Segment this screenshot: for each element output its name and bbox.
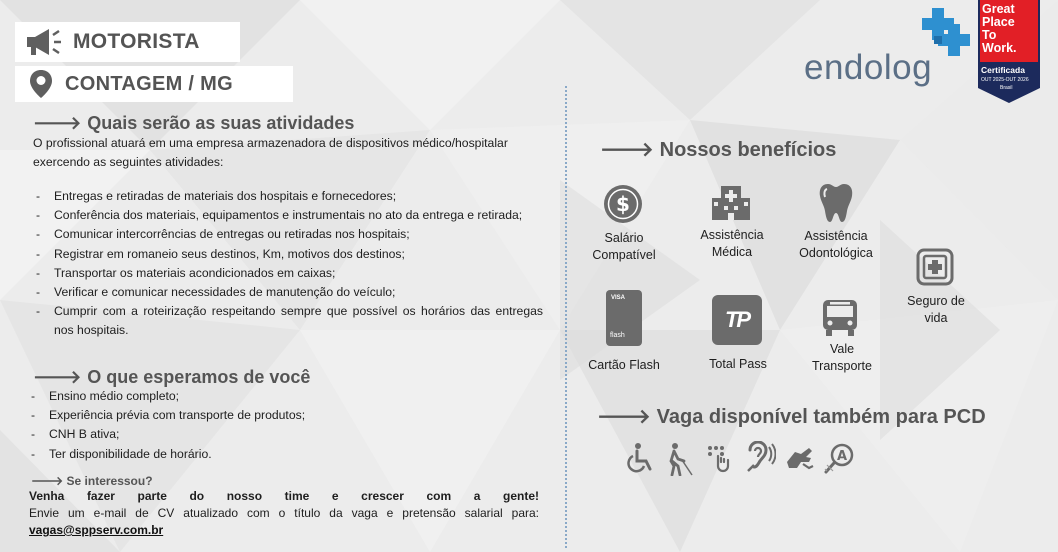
sign-language-icon	[785, 444, 817, 474]
list-item: - Conferência dos materiais, equipamentos e instrumentais no ato da entrega e retirada;	[33, 206, 543, 225]
blind-person-icon	[664, 442, 694, 476]
arrow-right-icon: 🡒	[33, 113, 82, 133]
contact-instruction: Envie um e-mail de CV atualizado com o título da vaga e pretensão salarial para:	[29, 506, 539, 520]
contact-heading: 🡒 Se interessou?	[31, 474, 153, 488]
column-divider	[565, 86, 567, 548]
list-item: - Comunicar intercorrências de entregas ou retiradas nos hospitais;	[33, 225, 543, 244]
job-title: MOTORISTA	[73, 30, 200, 53]
arrow-right-icon: 🡒	[600, 139, 654, 161]
list-item: - Registrar em romaneio seus destinos, Km, motivos dos destinos;	[33, 245, 543, 264]
expectations-heading: 🡒 O que esperamos de você	[33, 367, 311, 387]
benefits-heading: 🡒 Nossos benefícios	[600, 139, 837, 161]
wheelchair-icon	[626, 442, 654, 474]
benefit-totalpass: Total Pass	[709, 357, 767, 371]
activities-heading: 🡒 Quais serão as suas atividades	[33, 113, 355, 133]
contact-email-link[interactable]: vagas@sppserv.com.br	[29, 523, 164, 537]
medical-kit-icon	[916, 248, 954, 286]
list-item: - Entregas e retiradas de materiais dos hospitais e fornecedores;	[33, 187, 543, 206]
flash-card-icon: VISA flash	[606, 290, 642, 346]
svg-text:A: A	[836, 449, 848, 464]
gptw-badge: Great Place To Work. Certificada OUT 2025-OUT 2026 Brasil	[978, 0, 1040, 104]
pcd-heading: 🡒 Vaga disponível também para PCD	[597, 406, 986, 428]
location-pin-icon	[29, 69, 53, 99]
endolog-wordmark: endolog	[804, 48, 933, 87]
arrow-right-icon: 🡒	[597, 406, 651, 428]
list-item: - Cumprir com a roteirização respeitando sempre que possível os horários das entregas nos hospitais.	[33, 302, 543, 340]
benefit-transport: Vale Transporte	[812, 342, 872, 373]
bus-icon	[820, 298, 860, 338]
hospital-icon	[711, 184, 751, 222]
svg-text:$: $	[616, 192, 630, 216]
list-item: - Transportar os materiais acondicionados em caixas;	[33, 264, 543, 283]
contact-cta: Venha fazer parte do nosso time e crescer com a gente!	[29, 489, 539, 503]
benefit-life-insurance: Seguro de vida	[907, 294, 965, 325]
totalpass-logo-icon: TP	[712, 295, 762, 345]
list-item: - CNH B ativa;	[28, 425, 538, 444]
list-item: - Experiência prévia com transporte de produtos;	[28, 406, 538, 425]
arrow-right-icon: 🡒	[31, 474, 67, 488]
activities-intro: O profissional atuará em uma empresa armazenadora de dispositivos médico/hospitalar exercendo as seguintes atividades:	[33, 136, 508, 170]
activities-list	[33, 187, 543, 341]
location-box	[15, 66, 293, 102]
megaphone-icon	[23, 27, 63, 57]
tooth-icon	[819, 183, 853, 223]
braille-icon	[706, 444, 734, 474]
benefit-salary: Salário Compatível	[592, 231, 656, 262]
gptw-period: OUT 2025-OUT 2026	[981, 77, 1029, 83]
benefit-dental: Assistência Odontológica	[799, 229, 873, 260]
list-item: - Ensino médio completo;	[28, 387, 538, 406]
gptw-country: Brasil	[1000, 85, 1013, 91]
benefit-flash: Cartão Flash	[588, 358, 660, 372]
gptw-cert: Certificada	[981, 65, 1025, 75]
job-location: CONTAGEM / MG	[65, 72, 233, 95]
list-item: - Verificar e comunicar necessidades de manutenção do veículo;	[33, 283, 543, 302]
benefit-medical: Assistência Médica	[700, 228, 764, 259]
dollar-coin-icon	[603, 184, 643, 224]
list-item: - Ter disponibilidade de horário.	[28, 445, 538, 464]
endolog-logo	[804, 6, 974, 90]
low-vision-icon	[823, 441, 857, 475]
hearing-icon	[744, 441, 776, 475]
job-title-box	[15, 22, 240, 62]
arrow-right-icon: 🡒	[33, 367, 82, 387]
expectations-list	[28, 387, 538, 464]
contact-block	[29, 488, 539, 539]
